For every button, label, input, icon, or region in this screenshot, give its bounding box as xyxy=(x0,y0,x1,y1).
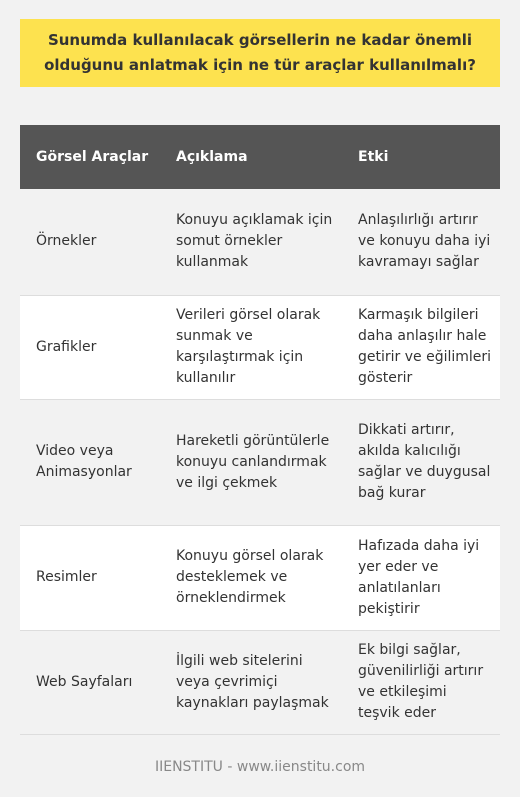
table-header-row xyxy=(20,125,500,189)
description-cell: Verileri görsel olarak sunmak ve karşılaştırmak için kullanılır xyxy=(160,295,342,399)
description-cell: Hareketli görüntülerle konuyu canlandırmak ve ilgi çekmek xyxy=(160,399,342,525)
effect-cell: Anlaşılırlığı artırır ve konuyu daha iyi kavramayı sağlar xyxy=(342,189,500,295)
tool-name-cell: Grafikler xyxy=(20,295,160,399)
title-banner xyxy=(20,19,500,87)
visual-tools-table xyxy=(20,125,500,735)
table-row xyxy=(20,630,500,734)
table-row xyxy=(20,295,500,399)
table-row xyxy=(20,525,500,630)
tool-name-cell: Web Sayfaları xyxy=(20,630,160,734)
column-header-tools: Görsel Araçlar xyxy=(36,148,149,165)
description-cell: Konuyu açıklamak için somut örnekler kullanmak xyxy=(160,189,342,295)
tool-name-cell: Resimler xyxy=(20,525,160,630)
table-row xyxy=(20,399,500,525)
tool-name-cell: Video veya Animasyonlar xyxy=(20,399,160,525)
footer-source-link[interactable]: IIENSTITU - www.iienstitu.com xyxy=(154,759,366,775)
page-title: Sunumda kullanılacak görsellerin ne kadar önemli olduğunu anlatmak için ne tür araçlar kullanılmalı? xyxy=(44,31,476,74)
effect-cell: Dikkati artırır, akılda kalıcılığı sağlar ve duygusal bağ kurar xyxy=(342,399,500,525)
table-row xyxy=(20,189,500,295)
column-header-effect: Etki xyxy=(358,148,389,165)
effect-cell: Ek bilgi sağlar, güvenilirliği artırır ve etkileşimi teşvik eder xyxy=(342,630,500,734)
description-cell: Konuyu görsel olarak desteklemek ve örneklendirmek xyxy=(160,525,342,630)
effect-cell: Hafızada daha iyi yer eder ve anlatılanları pekiştirir xyxy=(342,525,500,630)
column-header-description: Açıklama xyxy=(176,148,248,165)
description-cell: İlgili web sitelerini veya çevrimiçi kaynakları paylaşmak xyxy=(160,630,342,734)
effect-cell: Karmaşık bilgileri daha anlaşılır hale getirir ve eğilimleri gösterir xyxy=(342,295,500,399)
tool-name-cell: Örnekler xyxy=(20,189,160,295)
